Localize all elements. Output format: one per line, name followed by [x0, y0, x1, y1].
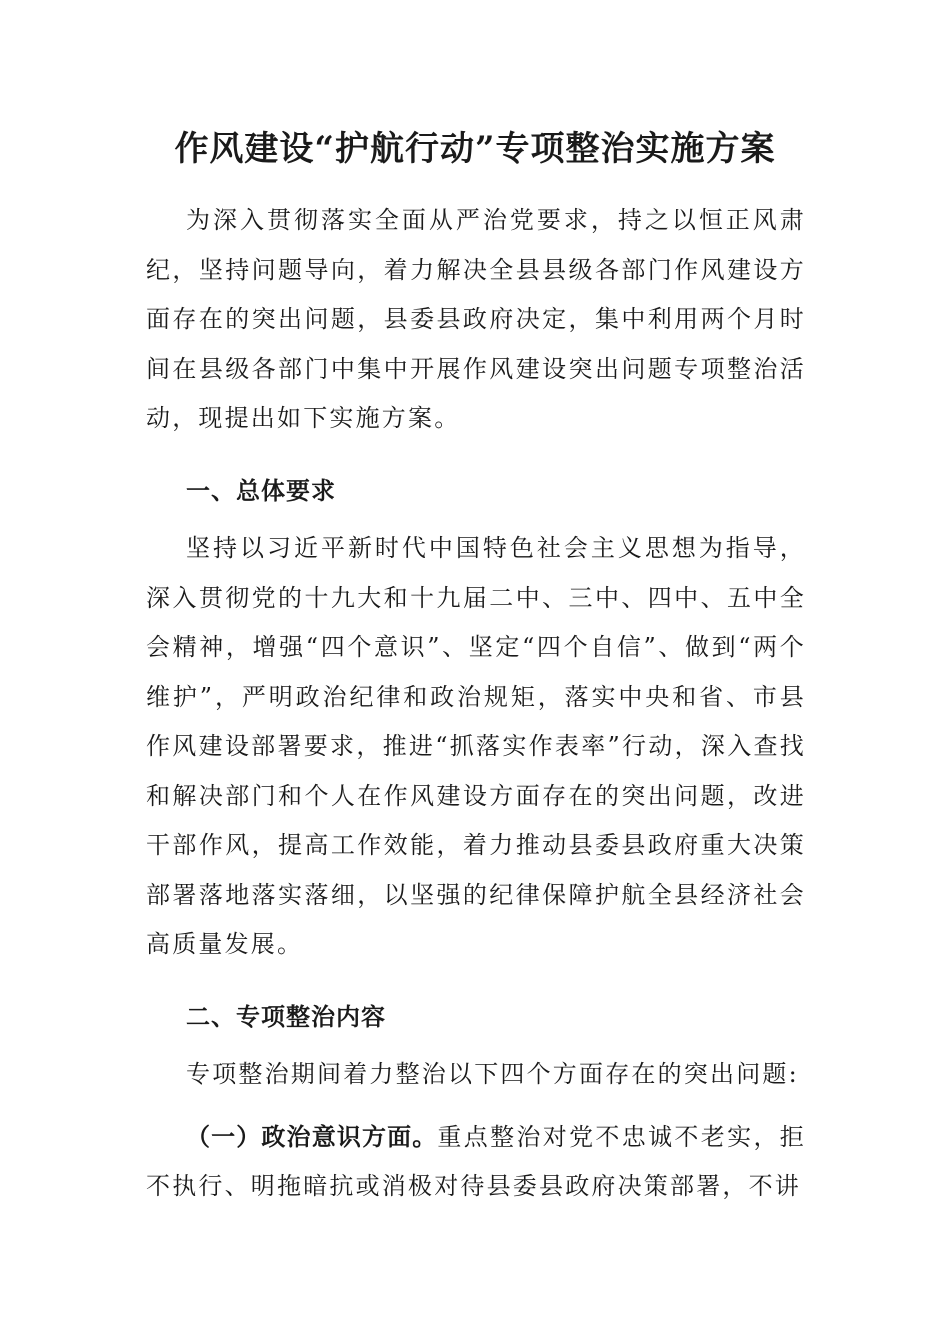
section-2-heading: 二、专项整治内容: [186, 1002, 386, 1031]
spacer: [146, 970, 806, 993]
intro-paragraph: 为深入贯彻落实全面从严治党要求，持之以恒正风肃纪，坚持问题导向，着力解决全县县级各部门作风建设方面存在的突出问题，县委县政府决定，集中利用两个月时间在县级各部门中集中开展作风建设突出问题专项整治活动，现提出如下实施方案。: [146, 206, 806, 432]
section-1-heading: 一、总体要求: [186, 476, 336, 505]
item-1-lead: （一）政治意识方面。: [186, 1121, 438, 1151]
section-1-paragraph: 坚持以习近平新时代中国特色社会主义思想为指导，深入贯彻党的十九大和十九届二中、三中、四中、五中全会精神，增强“四个意识”、坚定“四个自信”、做到“两个维护”，严明政治纪律和政治规矩，落实中央和省、市县作风建设部署要求，推进“抓落实作表率”行动，深入查找和解决部门和个人在作风建设方面存在的突出问题，改进干部作风，提高工作效能，着力推动县委县政府重大决策部署落地落实落细，以坚强的纪律保障护航全县经济社会高质量发展。: [146, 534, 806, 958]
document-body: [146, 196, 806, 1212]
section-2-paragraph: 专项整治期间着力整治以下四个方面存在的突出问题:: [186, 1060, 799, 1088]
section-2-item-1: [146, 1112, 806, 1212]
item-1-text: 重点整治对党不忠诚不老实，拒不执行、明拖暗抗或消极对待县委县政府决策部署，不讲: [146, 1122, 806, 1200]
spacer: [146, 444, 806, 467]
document-title: 作风建设“护航行动”专项整治实施方案: [174, 129, 776, 169]
